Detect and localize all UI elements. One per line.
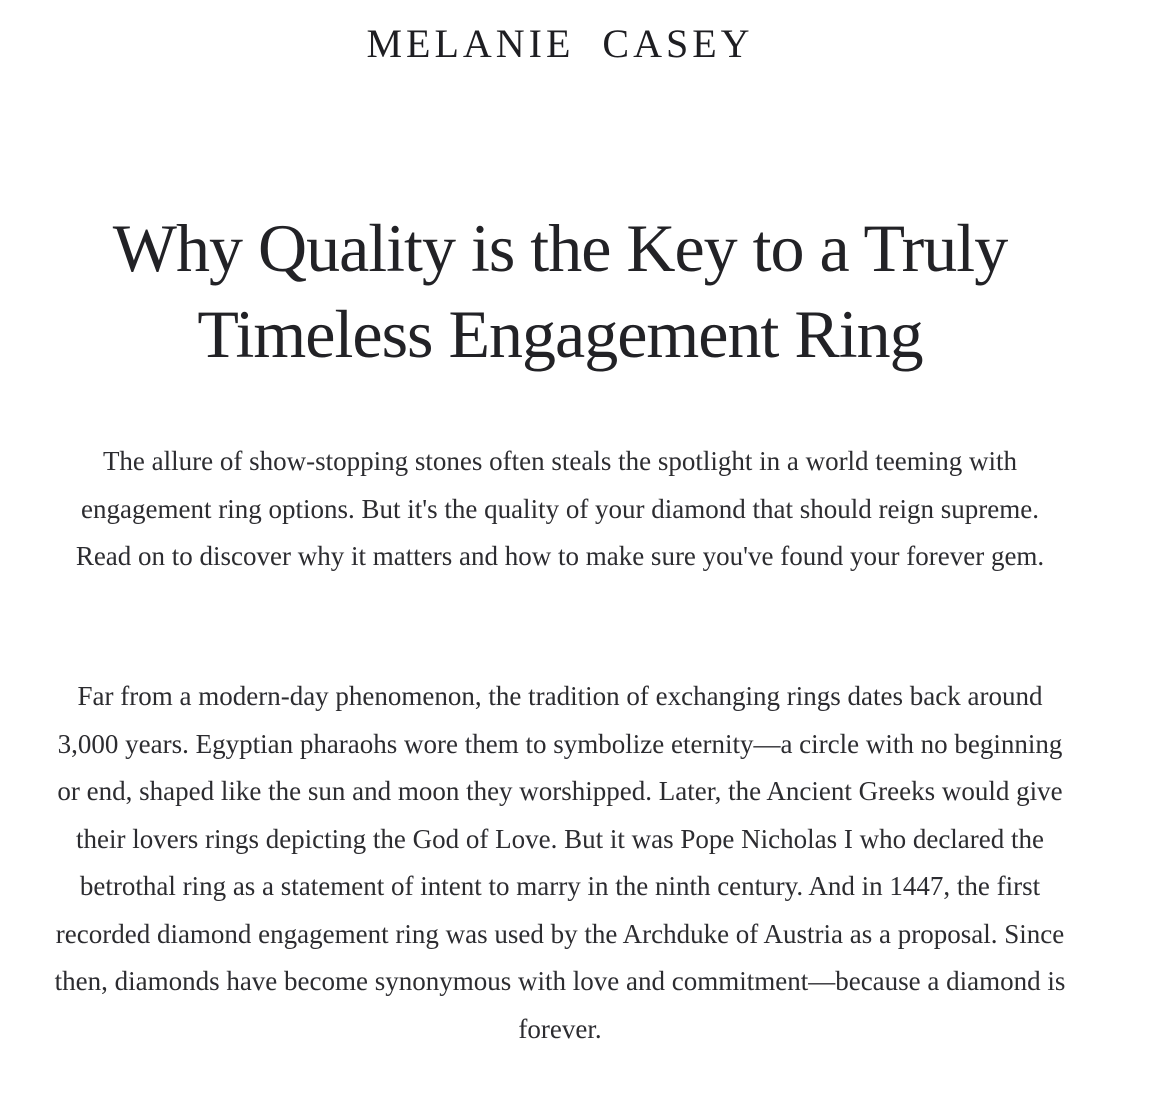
article-intro-paragraph: The allure of show-stopping stones often steals the spotlight in a world teeming with engagement ring options. But it's the quality of your diamond that should reign supreme. Read on to discover why it matters and how to make sure you've found your forever gem. xyxy=(75,446,1045,571)
brand-logo[interactable]: MELANIE CASEY xyxy=(366,21,754,66)
article-title: Why Quality is the Key to a Truly Timeless Engagement Ring xyxy=(112,210,1008,372)
site-header xyxy=(0,0,1152,90)
article-body-paragraph: Far from a modern-day phenomenon, the tradition of exchanging rings dates back around 3,000 years. Egyptian pharaohs wore them to symbolize eternity—a circle with no beginning or end, shaped like the sun and moon they worshipped. Later, the Ancient Greeks would give their lovers rings depicting the God of Love. But it was Pope Nicholas I who declared the betrothal ring as a statement of intent to marry in the ninth century. And in 1447, the first recorded diamond engagement ring was used by the Archduke of Austria as a proposal. Since then, diamonds have become synonymous with love and commitment—because a diamond is forever. xyxy=(54,681,1066,1044)
